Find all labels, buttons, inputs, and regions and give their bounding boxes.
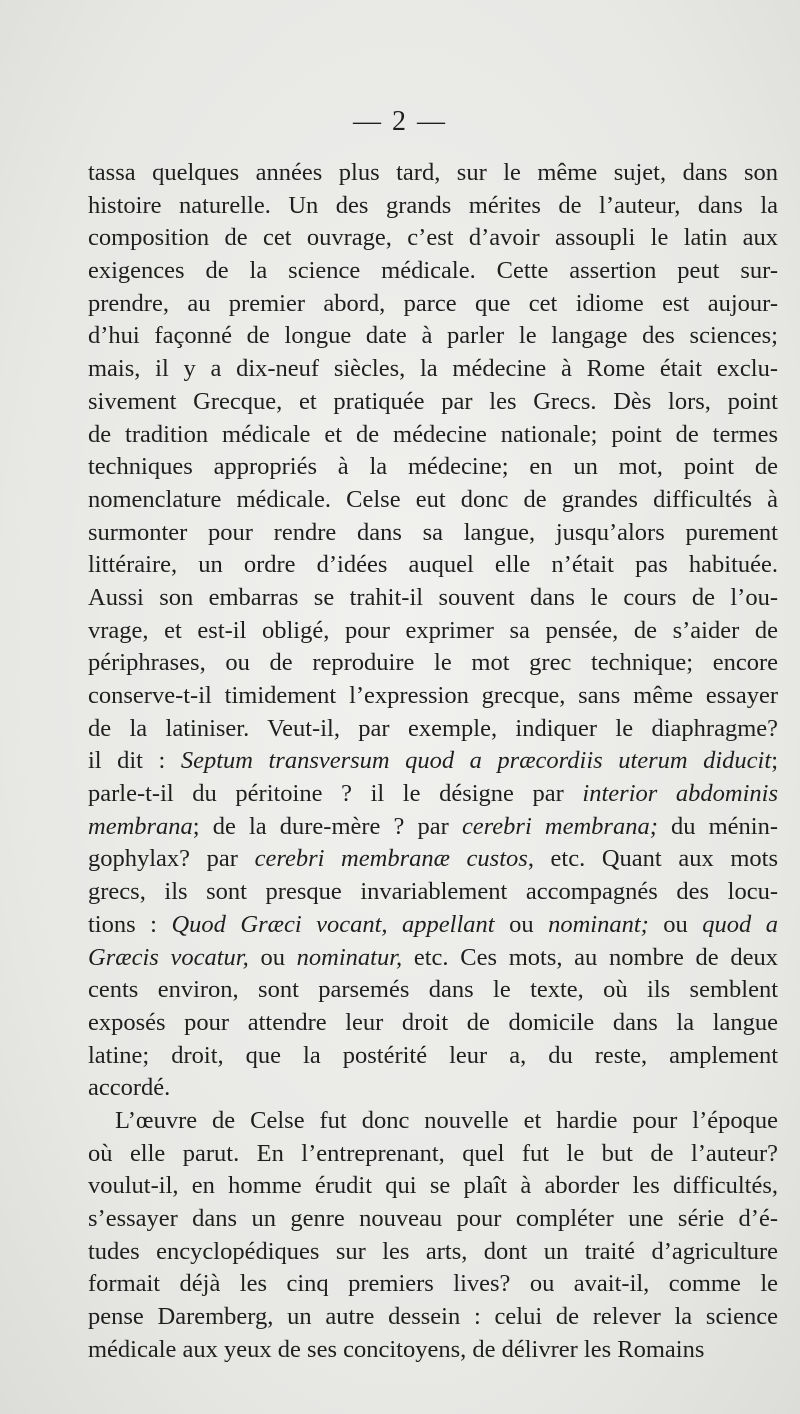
text-segment: ; — [771, 747, 778, 775]
text-segment: parle-t-il du péritoine ? il le désigne par — [88, 780, 583, 808]
italic-text: membrana — [88, 812, 193, 840]
text-line — [88, 778, 778, 811]
text-line — [88, 1268, 778, 1301]
text-segment: de tradition médicale et de médecine nationale; point de termes — [88, 420, 778, 448]
text-segment: de la latiniser. Veut-il, par exemple, indiquer le diaphragme? — [88, 714, 778, 742]
text-segment: du ménin- — [657, 812, 778, 840]
text-segment: prendre, au premier abord, parce que cet idiome est aujour- — [88, 289, 778, 317]
text-line — [88, 1203, 778, 1236]
text-segment: tudes encyclopédiques sur les arts, dont un traité d’agriculture — [88, 1237, 778, 1265]
text-line — [88, 843, 778, 876]
text-segment: tassa quelques années plus tard, sur le même sujet, dans son — [88, 159, 778, 186]
text-segment: nomenclature médicale. Celse eut donc de grandes difficultés à — [88, 485, 778, 513]
text-segment: tions : — [88, 910, 172, 938]
text-segment: exigences de la science médicale. Cette assertion peut sur- — [88, 257, 778, 285]
text-segment: etc. Ces mots, au nombre de deux — [402, 943, 778, 971]
text-segment: cents environ, sont parsemés dans le texte, où ils semblent — [88, 976, 778, 1004]
text-segment: où elle parut. En l’entreprenant, quel fut le but de l’auteur? — [88, 1139, 778, 1167]
text-segment: il dit : — [88, 747, 181, 775]
text-segment: s’essayer dans un genre nouveau pour compléter une série d’é- — [88, 1205, 778, 1232]
text-line — [88, 811, 778, 844]
text-line — [88, 615, 778, 648]
text-segment: Aussi son embarras se trahit-il souvent dans le cours de l’ou- — [88, 583, 778, 611]
text-segment: conserve-t-il timidement l’expression grecque, sans même essayer — [88, 682, 778, 709]
text-line — [88, 1334, 778, 1367]
text-segment: surmonter pour rendre dans sa langue, jusqu’alors purement — [88, 518, 778, 546]
text-segment: ou — [494, 910, 549, 938]
text-segment: grecs, ils sont presque invariablement accompagnés des locu- — [88, 878, 778, 906]
text-segment: sivement Grecque, et pratiquée par les Grecs. Dès lors, point — [88, 387, 778, 415]
text-line — [88, 582, 778, 615]
text-segment: vrage, et est-il obligé, pour exprimer sa pensée, de s’aider de — [88, 616, 778, 644]
text-segment: ; de la dure-mère ? par — [192, 812, 462, 840]
text-line — [88, 713, 778, 746]
text-segment: , etc. Quant aux mots — [527, 845, 778, 873]
text-line — [88, 876, 778, 909]
body-text — [88, 157, 778, 1366]
text-line — [88, 1040, 778, 1073]
text-segment: pense Daremberg, un autre dessein : celui de relever la science — [88, 1303, 778, 1331]
text-segment: périphrases, ou de reproduire le mot grec technique; encore — [88, 649, 778, 677]
text-segment: voulut-il, en homme érudit qui se plaît à aborder les difficultés, — [88, 1172, 778, 1200]
text-segment: formait déjà les cinq premiers lives? ou avait-il, comme le — [88, 1270, 778, 1298]
italic-text: quod a — [702, 910, 779, 938]
text-line — [88, 942, 778, 975]
text-line — [88, 549, 778, 582]
text-segment: techniques appropriés à la médecine; en un mot, point de — [88, 453, 778, 481]
text-line — [88, 517, 778, 550]
text-segment: ou — [648, 910, 703, 938]
text-line — [88, 974, 778, 1007]
italic-text: nominant; — [548, 910, 649, 938]
text-line — [88, 1072, 778, 1105]
italic-text: cerebri membrana; — [461, 812, 658, 840]
text-line — [88, 1301, 778, 1334]
text-line — [88, 255, 778, 288]
text-line — [88, 320, 778, 353]
text-segment: mais, il y a dix-neuf siècles, la médecine à Rome était exclu- — [88, 355, 778, 383]
text-line — [88, 647, 778, 680]
text-segment: médicale aux yeux de ses concitoyens, de délivrer les Romains — [88, 1335, 705, 1363]
text-line — [88, 1138, 778, 1171]
text-line — [88, 909, 778, 942]
text-line — [88, 222, 778, 255]
text-line — [88, 1236, 778, 1269]
text-line — [88, 190, 778, 223]
text-segment: accordé. — [88, 1074, 171, 1102]
text-line — [88, 157, 778, 190]
italic-text: Quod Græci vocant, appellant — [171, 910, 495, 938]
text-line — [88, 745, 778, 778]
text-line — [88, 1007, 778, 1040]
text-segment: ou — [248, 943, 297, 971]
text-segment: gophylax? par — [88, 845, 255, 873]
text-line — [88, 1105, 778, 1138]
italic-text: cerebri membranæ custos — [254, 845, 528, 873]
text-segment: exposés pour attendre leur droit de domicile dans la langue — [88, 1008, 778, 1036]
text-line — [88, 1170, 778, 1203]
text-line — [88, 451, 778, 484]
italic-text: interior abdominis — [582, 780, 778, 808]
italic-text: Septum transversum quod a præcordiis uterum diducit — [180, 747, 772, 775]
text-line — [88, 386, 778, 419]
page-number: — 2 — — [353, 106, 447, 137]
text-segment: histoire naturelle. Un des grands mérites de l’auteur, dans la — [88, 191, 778, 219]
text-line — [88, 419, 778, 452]
text-segment: d’hui façonné de longue date à parler le langage des sciences; — [88, 322, 778, 350]
italic-text: nominatur, — [296, 943, 403, 971]
text-line — [88, 353, 778, 386]
text-line — [88, 680, 778, 713]
text-segment: latine; droit, que la postérité leur a, du reste, amplement — [88, 1041, 778, 1069]
text-line — [88, 484, 778, 517]
text-segment: composition de cet ouvrage, c’est d’avoir assoupli le latin aux — [88, 224, 778, 252]
text-segment: littéraire, un ordre d’idées auquel elle n’était pas habituée. — [88, 551, 778, 579]
text-segment: L’œuvre de Celse fut donc nouvelle et hardie pour l’époque — [115, 1106, 778, 1134]
text-line — [88, 288, 778, 321]
italic-text: Græcis vocatur, — [88, 943, 249, 971]
